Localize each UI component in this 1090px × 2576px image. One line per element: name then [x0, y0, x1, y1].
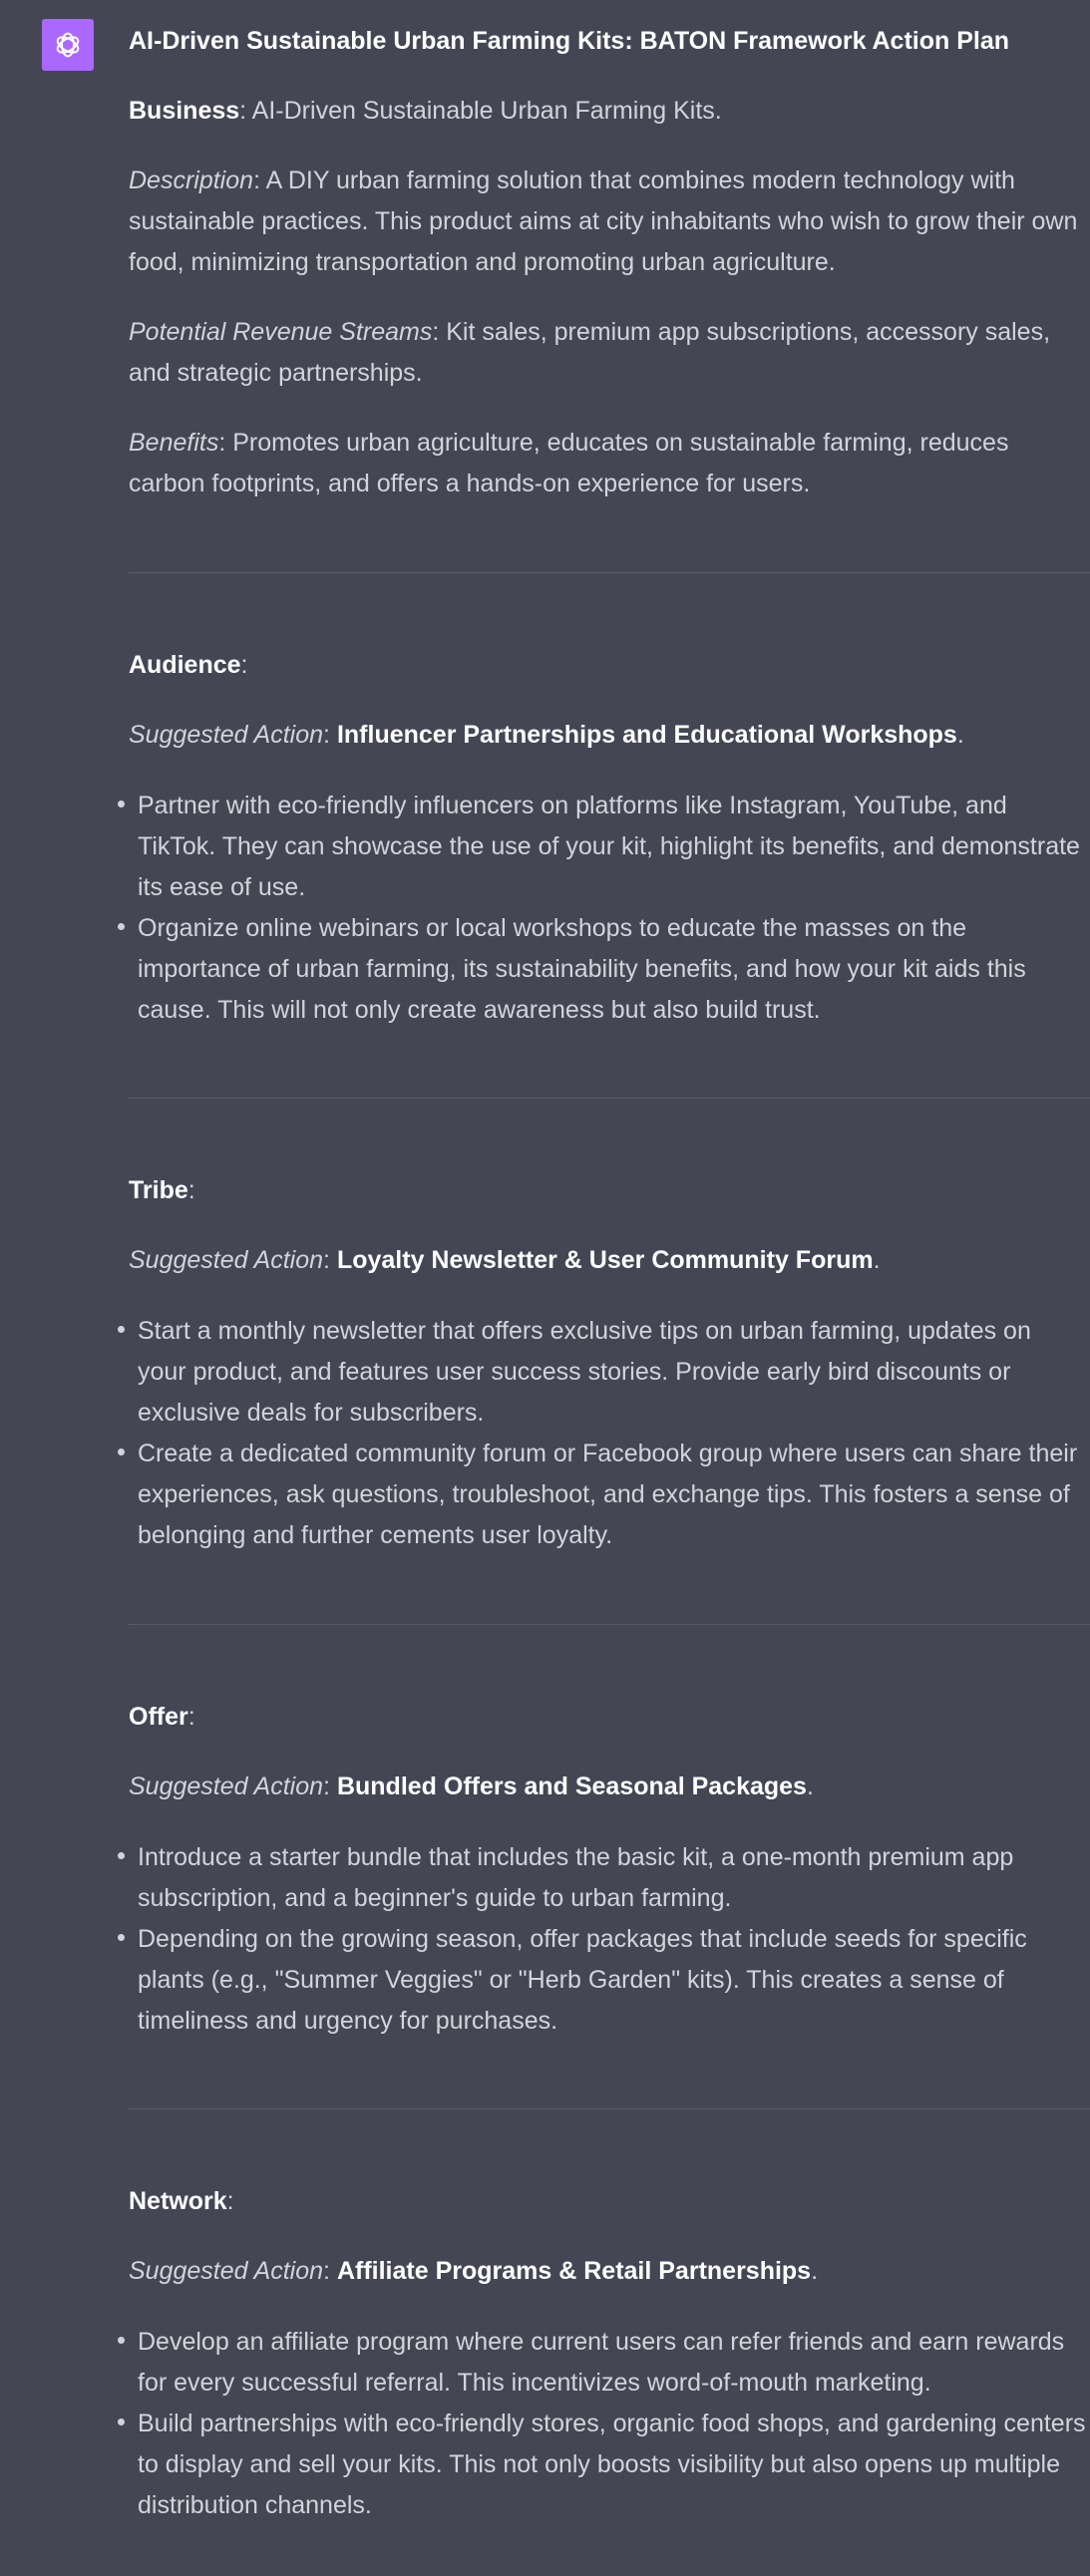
divider: [129, 572, 1090, 573]
bullet-list-audience: [129, 786, 1086, 1031]
divider: [129, 1624, 1090, 1625]
benefits-text: : Promotes urban agriculture, educates on sustainable farming, reduces carbon footprints, and offers a hands-on experience for users.: [129, 429, 1009, 497]
list-item: Depending on the growing season, offer packages that include seeds for specific plants (e.g., "Summer Veggies" or "Herb Garden" kits). This creates a sense of timeliness and urgency for purchases.: [129, 1919, 1086, 2042]
list-item: Start a monthly newsletter that offers exclusive tips on urban farming, updates on your product, and features user success stories. Provide early bird discounts or exclusive deals for subscribers.: [129, 1311, 1086, 1434]
bullet-list-network: [129, 2322, 1086, 2526]
list-item: Organize online webinars or local workshops to educate the masses on the importance of urban farming, its sustainability benefits, and how your kit aids this cause. This will not only create awareness but also build trust.: [129, 908, 1086, 1031]
suggested-action-audience: Suggested Action: Influencer Partnerships and Educational Workshops.: [129, 721, 964, 749]
list-item: Partner with eco-friendly influencers on platforms like Instagram, YouTube, and TikTok. They can showcase the use of your kit, highlight its benefits, and demonstrate its ease of use.: [129, 786, 1086, 908]
suggested-action-network: Suggested Action: Affiliate Programs & Retail Partnerships.: [129, 2257, 819, 2285]
business-text: : AI-Driven Sustainable Urban Farming Kits.: [239, 97, 722, 125]
list-item: Develop an affiliate program where current users can refer friends and earn rewards for every successful referral. This incentivizes word-of-mouth marketing.: [129, 2322, 1086, 2404]
divider: [129, 1098, 1090, 1099]
list-item: Introduce a starter bundle that includes the basic kit, a one-month premium app subscription, and a beginner's guide to urban farming.: [129, 1837, 1086, 1919]
list-item: Build partnerships with eco-friendly stores, organic food shops, and gardening centers to display and sell your kits. This not only boosts visibility but also opens up multiple distribution channels.: [129, 2404, 1086, 2526]
bullet-list-offer: [129, 1837, 1086, 2042]
revenue-paragraph: [129, 312, 1086, 394]
list-item: Create a dedicated community forum or Facebook group where users can share their experiences, ask questions, troubleshoot, and exchange tips. This fosters a sense of belonging and further cements user loyalty.: [129, 1434, 1086, 1556]
business-label: Business: [129, 97, 240, 125]
revenue-text: : Kit sales, premium app subscriptions, accessory sales, and strategic partnerships.: [129, 318, 1051, 387]
description-text: : A DIY urban farming solution that combines modern technology with sustainable practices. This product aims at city inhabitants who wish to grow their own food, minimizing transportation and promoting urban agriculture.: [129, 166, 1078, 276]
section-heading-tribe: Tribe:: [129, 1176, 195, 1204]
avatar: [42, 19, 94, 71]
description-paragraph: [129, 161, 1086, 283]
section-heading-network: Network:: [129, 2187, 234, 2215]
suggested-action-offer: Suggested Action: Bundled Offers and Seasonal Packages.: [129, 1772, 814, 1800]
benefits-label: Benefits: [129, 429, 219, 457]
divider: [129, 2108, 1090, 2109]
bullet-list-tribe: [129, 1311, 1086, 1556]
revenue-label: Potential Revenue Streams: [129, 318, 433, 346]
section-heading-audience: Audience:: [129, 651, 248, 679]
message-title: AI-Driven Sustainable Urban Farming Kits: BATON Framework Action Plan: [129, 27, 1010, 55]
suggested-action-tribe: Suggested Action: Loyalty Newsletter & User Community Forum.: [129, 1246, 881, 1274]
section-heading-offer: Offer:: [129, 1703, 195, 1731]
benefits-paragraph: [129, 423, 1086, 504]
description-label: Description: [129, 166, 254, 194]
openai-logo-icon: [51, 28, 85, 62]
business-paragraph: [129, 91, 1086, 132]
